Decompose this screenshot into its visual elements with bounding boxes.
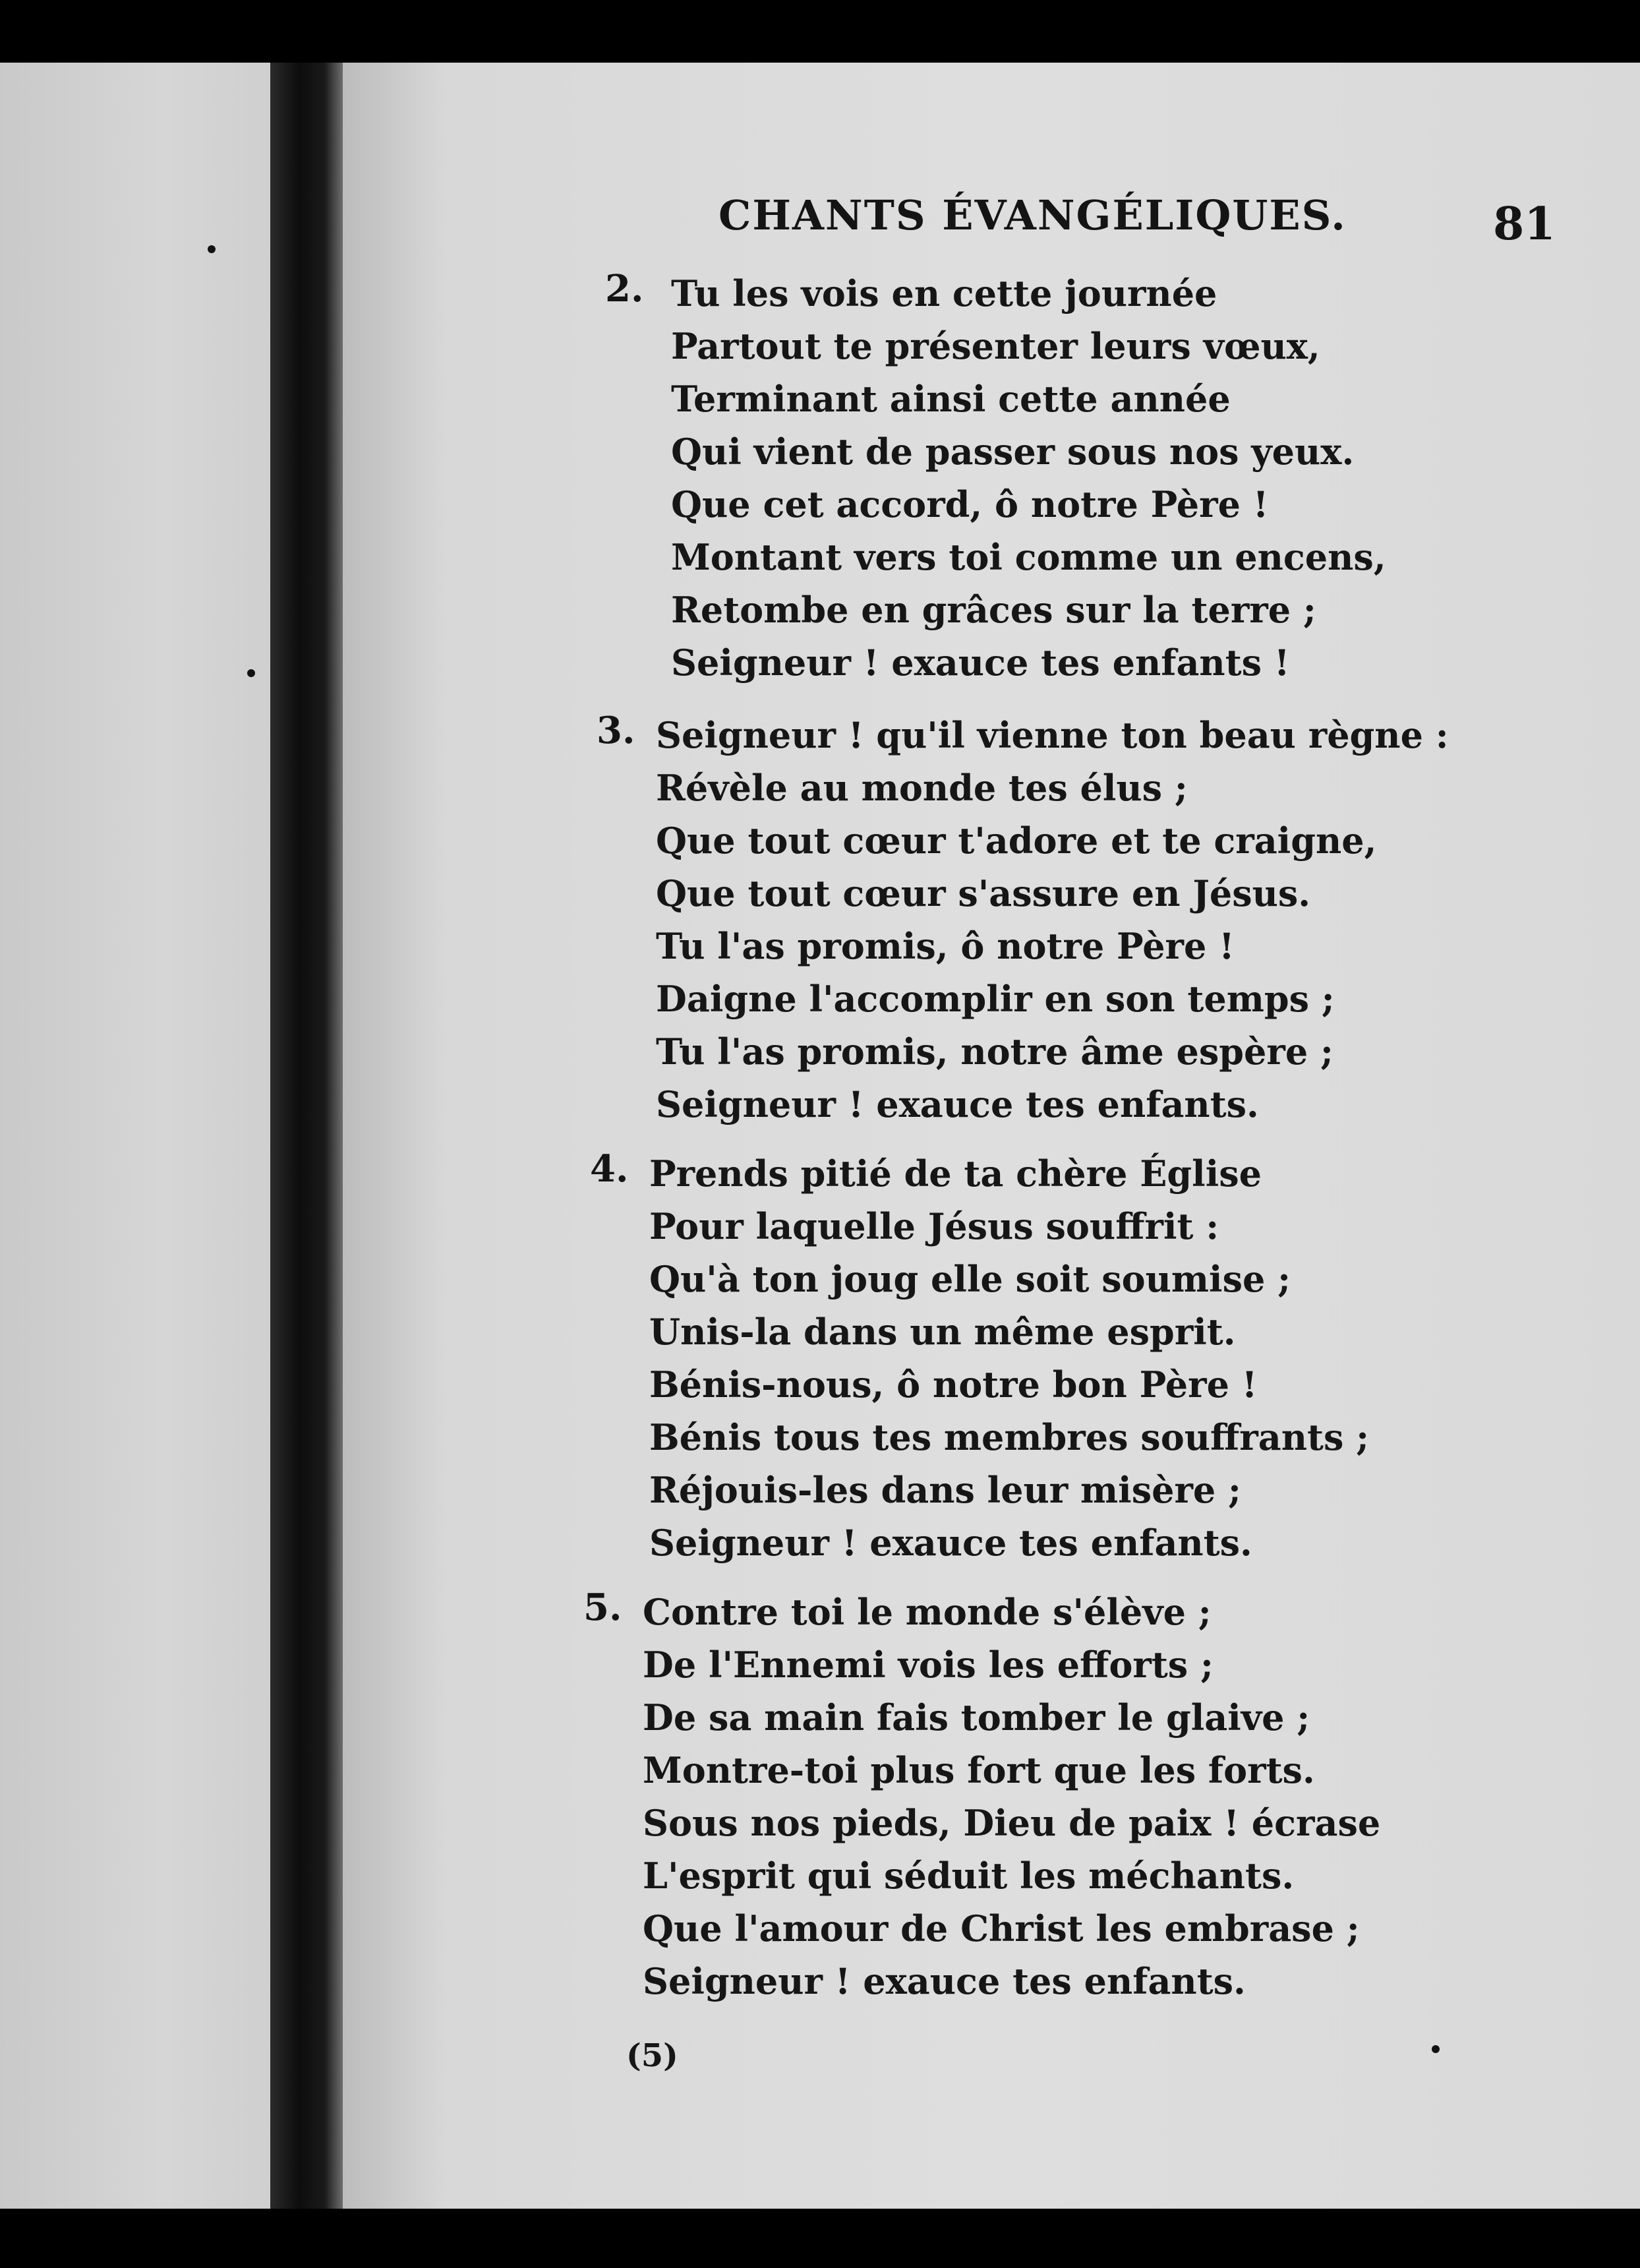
book-spine [270,63,343,2209]
ink-speck [247,669,255,677]
verse-line: Seigneur ! exauce tes enfants ! [671,642,1290,684]
verse-line: Unis-la dans un même esprit. [649,1311,1236,1353]
verse-line: Seigneur ! qu'il vienne ton beau règne : [656,714,1449,756]
verse-line: Tu l'as promis, ô notre Père ! [656,925,1235,967]
verse-line: Tu l'as promis, notre âme espère ; [656,1030,1333,1073]
verse-line: Montant vers toi comme un encens, [671,536,1386,578]
stanza-lines [649,1147,1369,1569]
page-number: 81 [1493,198,1556,251]
verse-line: Pour laquelle Jésus souffrit : [649,1205,1219,1247]
verse-line: Seigneur ! exauce tes enfants. [643,1960,1246,2002]
verse-line: Révèle au monde tes élus ; [656,767,1188,809]
signature-mark: (5) [626,2037,678,2074]
verse-line: Bénis-nous, ô notre bon Père ! [649,1363,1258,1406]
verse-line: Tu les vois en cette journée [671,272,1217,314]
verse-line: Seigneur ! exauce tes enfants. [649,1522,1252,1564]
verse-line: De sa main fais tomber le glaive ; [643,1696,1310,1739]
verse-line: Seigneur ! exauce tes enfants. [656,1083,1259,1125]
verse-line: Que tout cœur s'assure en Jésus. [656,872,1311,914]
verse-line: Retombe en grâces sur la terre ; [671,589,1316,631]
ink-speck [1432,2045,1440,2053]
ink-speck [208,245,216,253]
verse-line: Montre-toi plus fort que les forts. [643,1749,1315,1791]
verse-line: Que cet accord, ô notre Père ! [671,483,1269,525]
verse-line: Terminant ainsi cette année [671,378,1231,420]
stanza-number: 5. [583,1586,622,1629]
stanza-number: 2. [605,267,644,311]
verse-line: Contre toi le monde s'élève ; [643,1591,1212,1633]
stanza-lines [656,709,1449,1131]
verse-line: L'esprit qui séduit les méchants. [643,1855,1295,1897]
verse-line: Sous nos pieds, Dieu de paix ! écrase [643,1802,1381,1844]
stanza-lines [643,1586,1380,2008]
verse-line: Qui vient de passer sous nos yeux. [671,431,1355,473]
verse-line: Que tout cœur t'adore et te craigne, [656,820,1377,862]
verse-line: Bénis tous tes membres souffrants ; [649,1416,1370,1458]
stanza-number: 3. [597,709,635,752]
verse-line: Partout te présenter leurs vœux, [671,325,1320,367]
left-page [0,63,270,2209]
verse-line: Qu'à ton joug elle soit soumise ; [649,1258,1291,1300]
verse-line: Que l'amour de Christ les embrase ; [643,1907,1360,1950]
verse-line: Réjouis-les dans leur misère ; [649,1469,1241,1511]
verse-line: Daigne l'accomplir en son temps ; [656,978,1335,1020]
stanza-number: 4. [590,1147,629,1191]
verse-line: De l'Ennemi vois les efforts ; [643,1644,1214,1686]
verse-line: Prends pitié de ta chère Église [649,1152,1262,1195]
running-head: CHANTS ÉVANGÉLIQUES. [718,191,1347,239]
stanza-lines [671,267,1386,689]
